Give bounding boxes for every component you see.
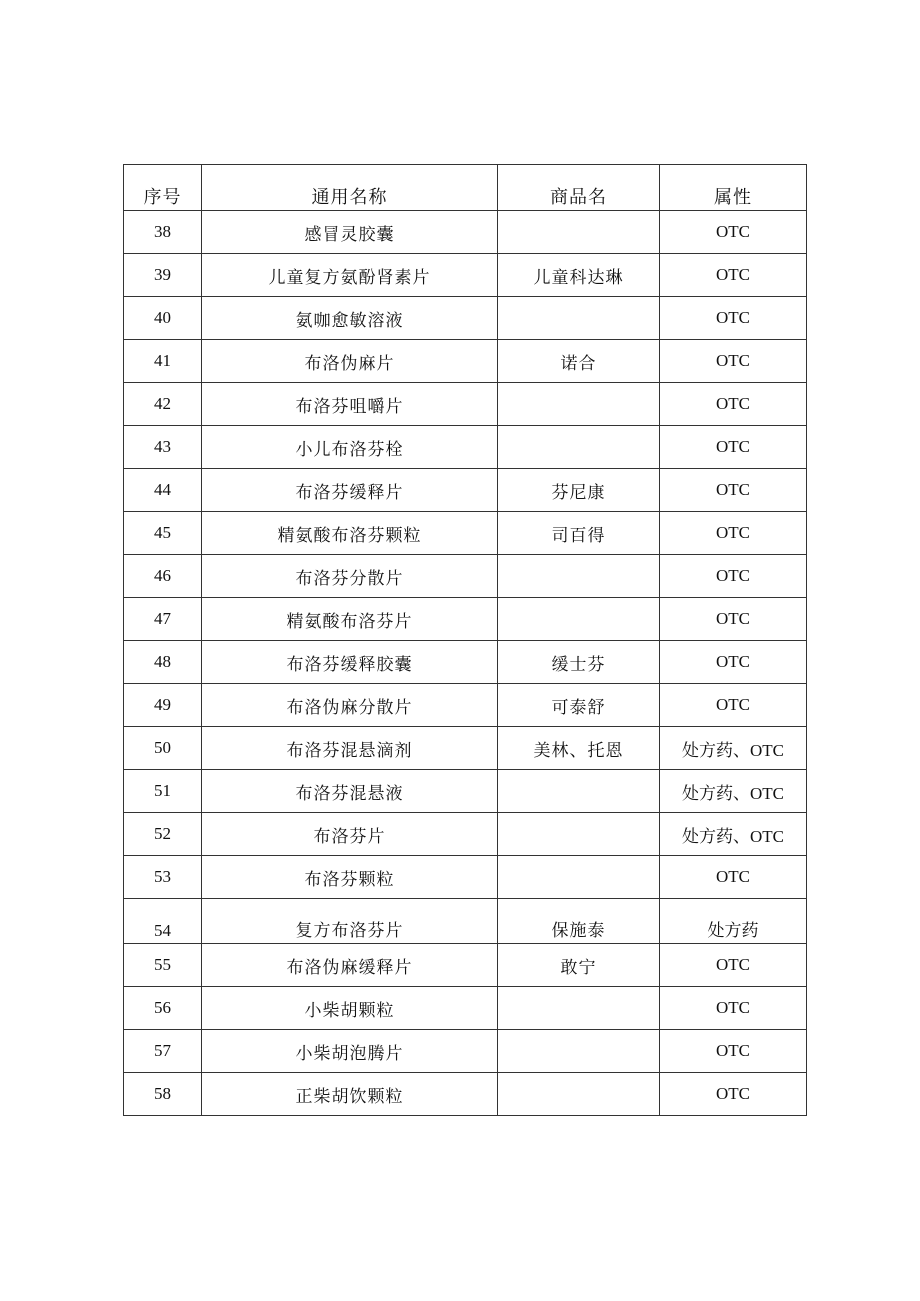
table-row xyxy=(124,899,807,944)
table-row xyxy=(124,684,807,727)
cell-serial: 58 xyxy=(124,1073,202,1116)
cell-brand-name: 可泰舒 xyxy=(498,684,660,727)
cell-brand-name xyxy=(498,383,660,426)
cell-brand-name xyxy=(498,426,660,469)
table-row xyxy=(124,1030,807,1073)
cell-brand-name: 儿童科达琳 xyxy=(498,254,660,297)
table-row xyxy=(124,813,807,856)
cell-attribute: 处方药、OTC xyxy=(660,770,807,813)
cell-brand-name: 司百得 xyxy=(498,512,660,555)
cell-brand-name: 芬尼康 xyxy=(498,469,660,512)
cell-generic-name: 布洛芬咀嚼片 xyxy=(202,383,498,426)
cell-brand-name: 敢宁 xyxy=(498,944,660,987)
table-row xyxy=(124,512,807,555)
cell-serial: 50 xyxy=(124,727,202,770)
cell-serial: 43 xyxy=(124,426,202,469)
cell-generic-name: 精氨酸布洛芬颗粒 xyxy=(202,512,498,555)
cell-brand-name xyxy=(498,598,660,641)
cell-attribute: OTC xyxy=(660,340,807,383)
cell-brand-name xyxy=(498,987,660,1030)
table-row xyxy=(124,383,807,426)
cell-attribute: OTC xyxy=(660,555,807,598)
cell-attribute: OTC xyxy=(660,297,807,340)
cell-generic-name: 精氨酸布洛芬片 xyxy=(202,598,498,641)
drug-table xyxy=(123,164,807,1116)
cell-brand-name: 缓士芬 xyxy=(498,641,660,684)
table-row xyxy=(124,598,807,641)
table-row xyxy=(124,1073,807,1116)
cell-generic-name: 布洛芬颗粒 xyxy=(202,856,498,899)
cell-attribute: OTC xyxy=(660,598,807,641)
cell-serial: 56 xyxy=(124,987,202,1030)
cell-generic-name: 小柴胡泡腾片 xyxy=(202,1030,498,1073)
cell-serial: 46 xyxy=(124,555,202,598)
cell-serial: 38 xyxy=(124,211,202,254)
cell-attribute: 处方药、OTC xyxy=(660,813,807,856)
cell-generic-name: 布洛芬混悬液 xyxy=(202,770,498,813)
cell-generic-name: 小柴胡颗粒 xyxy=(202,987,498,1030)
cell-serial: 44 xyxy=(124,469,202,512)
cell-brand-name xyxy=(498,856,660,899)
cell-generic-name: 复方布洛芬片 xyxy=(202,899,498,944)
cell-attribute: OTC xyxy=(660,641,807,684)
cell-generic-name: 布洛伪麻片 xyxy=(202,340,498,383)
cell-generic-name: 小儿布洛芬栓 xyxy=(202,426,498,469)
table-row xyxy=(124,727,807,770)
table-row xyxy=(124,555,807,598)
cell-brand-name xyxy=(498,1030,660,1073)
table-row xyxy=(124,426,807,469)
cell-serial: 54 xyxy=(124,899,202,944)
cell-serial: 47 xyxy=(124,598,202,641)
cell-serial: 42 xyxy=(124,383,202,426)
table-row xyxy=(124,770,807,813)
table-body xyxy=(124,211,807,1116)
cell-brand-name xyxy=(498,1073,660,1116)
cell-attribute: OTC xyxy=(660,469,807,512)
cell-attribute: OTC xyxy=(660,1073,807,1116)
cell-generic-name: 布洛伪麻分散片 xyxy=(202,684,498,727)
cell-attribute: OTC xyxy=(660,426,807,469)
cell-generic-name: 儿童复方氨酚肾素片 xyxy=(202,254,498,297)
table-header-row xyxy=(124,165,807,211)
cell-generic-name: 布洛芬混悬滴剂 xyxy=(202,727,498,770)
cell-attribute: 处方药、OTC xyxy=(660,727,807,770)
cell-brand-name xyxy=(498,297,660,340)
header-attribute: 属性 xyxy=(660,165,807,211)
cell-attribute: 处方药 xyxy=(660,899,807,944)
table-row xyxy=(124,944,807,987)
cell-generic-name: 布洛芬分散片 xyxy=(202,555,498,598)
cell-attribute: OTC xyxy=(660,856,807,899)
cell-attribute: OTC xyxy=(660,987,807,1030)
table-row xyxy=(124,641,807,684)
cell-brand-name xyxy=(498,555,660,598)
cell-serial: 41 xyxy=(124,340,202,383)
table-row xyxy=(124,254,807,297)
cell-attribute: OTC xyxy=(660,383,807,426)
cell-attribute: OTC xyxy=(660,211,807,254)
cell-serial: 49 xyxy=(124,684,202,727)
cell-generic-name: 布洛芬缓释胶囊 xyxy=(202,641,498,684)
header-brand-name: 商品名 xyxy=(498,165,660,211)
cell-brand-name: 诺合 xyxy=(498,340,660,383)
table-row xyxy=(124,297,807,340)
header-serial: 序号 xyxy=(124,165,202,211)
cell-brand-name xyxy=(498,813,660,856)
cell-serial: 40 xyxy=(124,297,202,340)
cell-brand-name: 保施泰 xyxy=(498,899,660,944)
cell-attribute: OTC xyxy=(660,512,807,555)
cell-attribute: OTC xyxy=(660,684,807,727)
cell-serial: 45 xyxy=(124,512,202,555)
cell-brand-name xyxy=(498,211,660,254)
cell-serial: 39 xyxy=(124,254,202,297)
drug-table-container xyxy=(123,164,806,1116)
cell-generic-name: 感冒灵胶囊 xyxy=(202,211,498,254)
table-row xyxy=(124,469,807,512)
cell-serial: 53 xyxy=(124,856,202,899)
cell-serial: 52 xyxy=(124,813,202,856)
cell-serial: 48 xyxy=(124,641,202,684)
cell-generic-name: 布洛芬缓释片 xyxy=(202,469,498,512)
cell-generic-name: 布洛芬片 xyxy=(202,813,498,856)
cell-attribute: OTC xyxy=(660,944,807,987)
table-row xyxy=(124,987,807,1030)
table-row xyxy=(124,340,807,383)
cell-brand-name xyxy=(498,770,660,813)
cell-serial: 51 xyxy=(124,770,202,813)
cell-attribute: OTC xyxy=(660,1030,807,1073)
cell-serial: 55 xyxy=(124,944,202,987)
table-row xyxy=(124,856,807,899)
header-generic-name: 通用名称 xyxy=(202,165,498,211)
cell-brand-name: 美林、托恩 xyxy=(498,727,660,770)
cell-attribute: OTC xyxy=(660,254,807,297)
cell-generic-name: 正柴胡饮颗粒 xyxy=(202,1073,498,1116)
cell-generic-name: 氨咖愈敏溶液 xyxy=(202,297,498,340)
cell-serial: 57 xyxy=(124,1030,202,1073)
table-row xyxy=(124,211,807,254)
cell-generic-name: 布洛伪麻缓释片 xyxy=(202,944,498,987)
